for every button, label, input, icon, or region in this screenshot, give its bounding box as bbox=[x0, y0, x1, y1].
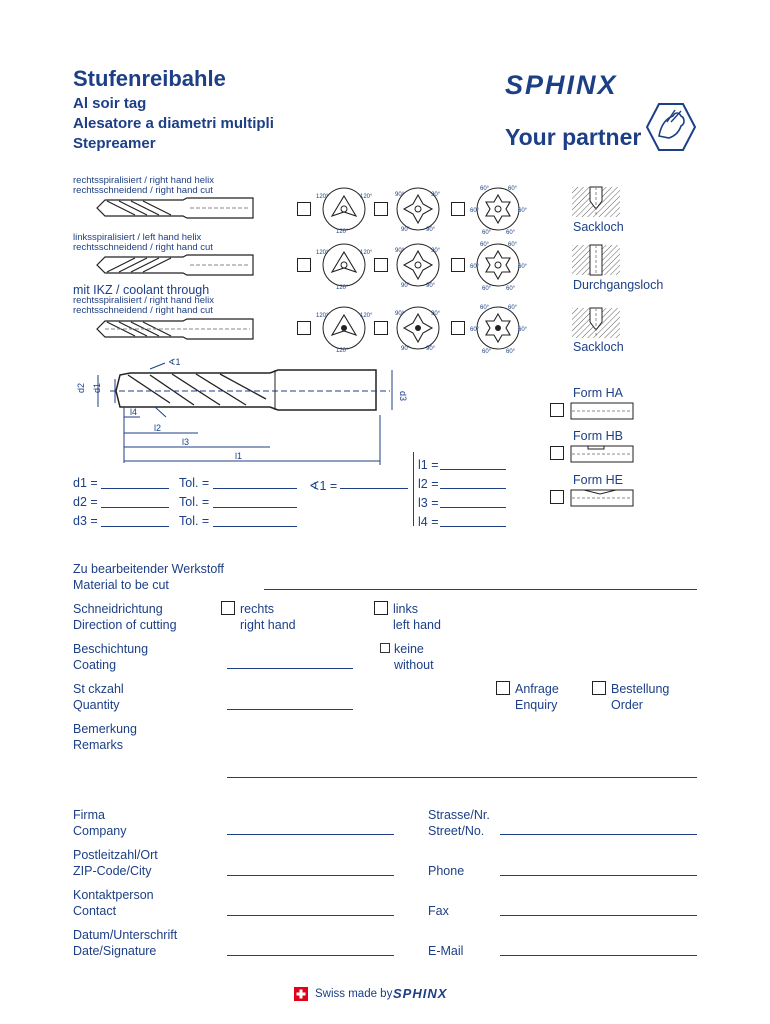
angle-label: 90° bbox=[426, 283, 436, 289]
l2-field[interactable] bbox=[440, 488, 506, 489]
form-ha-checkbox[interactable] bbox=[550, 403, 564, 417]
shank-form-he-icon bbox=[570, 488, 634, 508]
tagline: Your partner bbox=[505, 124, 642, 150]
footer-text: Swiss made by bbox=[315, 988, 393, 1000]
angle-label: 120° bbox=[360, 313, 373, 319]
angle-label: 120° bbox=[316, 250, 329, 256]
order-label-de: Bestellung bbox=[611, 682, 670, 696]
flute-4-checkbox-row3[interactable] bbox=[374, 321, 388, 335]
subtitle-it: Alesatore a diametri multipli bbox=[73, 115, 274, 132]
angle-label: 90° bbox=[395, 192, 405, 198]
l1-label: l1 = bbox=[418, 458, 439, 472]
drawing-l4-label: l4 bbox=[130, 407, 138, 417]
brand-logo: SPHINX bbox=[505, 70, 618, 100]
drawing-l3-label: l3 bbox=[182, 437, 190, 447]
remarks-label-en: Remarks bbox=[73, 738, 124, 752]
form-ha-label: Form HA bbox=[573, 386, 623, 400]
tool2-cut: rechtsschneidend / right hand cut bbox=[73, 242, 213, 253]
l2-label: l2 = bbox=[418, 477, 439, 491]
material-label-de: Zu bearbeitender Werkstoff bbox=[73, 562, 225, 576]
angle-label: 60° bbox=[518, 208, 528, 214]
coating-label-de: Beschichtung bbox=[73, 642, 149, 656]
cross-section-4-flute-row1 bbox=[393, 188, 443, 234]
fax-label: Fax bbox=[428, 904, 449, 918]
angle-label: 120° bbox=[360, 250, 373, 256]
flute-6-checkbox-row2[interactable] bbox=[451, 258, 465, 272]
angle-label: 120° bbox=[316, 194, 329, 200]
phone-field[interactable] bbox=[500, 875, 697, 876]
angle-label: 60° bbox=[470, 264, 480, 270]
cross-section-4-flute-row3 bbox=[393, 307, 443, 353]
tool1-helix: rechtsspiralisiert / right hand helix bbox=[73, 175, 214, 186]
drawing-angle-label: ∢1 bbox=[168, 357, 181, 367]
date-label-de: Datum/Unterschrift bbox=[73, 928, 178, 942]
angle-label: 90° bbox=[395, 248, 405, 254]
hole-type-blind: Sackloch bbox=[573, 220, 624, 234]
coating-field[interactable] bbox=[227, 668, 353, 669]
drawing-d3-label: d3 bbox=[398, 391, 408, 402]
angle-label: 90° bbox=[431, 248, 441, 254]
angle-label: 60° bbox=[482, 349, 492, 355]
cross-section-6-flute-row3 bbox=[470, 303, 526, 355]
d2-tol-field[interactable] bbox=[213, 507, 297, 508]
angle-label: 60° bbox=[470, 327, 480, 333]
angle-label: 60° bbox=[480, 305, 490, 311]
angle-label: 90° bbox=[431, 192, 441, 198]
fax-field[interactable] bbox=[500, 915, 697, 916]
tool3-helix: rechtsspiralisiert / right hand helix bbox=[73, 295, 214, 306]
right-hand-label-en: right hand bbox=[240, 618, 296, 632]
quantity-field[interactable] bbox=[227, 709, 353, 710]
blind-hole-icon bbox=[572, 308, 620, 340]
angle-label: 90° bbox=[431, 311, 441, 317]
zip-field[interactable] bbox=[227, 875, 394, 876]
tool1-cut: rechtsschneidend / right hand cut bbox=[73, 185, 213, 196]
angle-label: 90° bbox=[426, 227, 436, 233]
angle-label: 90° bbox=[426, 346, 436, 352]
left-hand-label-en: left hand bbox=[393, 618, 441, 632]
quantity-label-en: Quantity bbox=[73, 698, 120, 712]
sphinx-emblem-icon bbox=[645, 102, 697, 152]
subtitle-en: Stepreamer bbox=[73, 135, 156, 152]
zip-label-de: Postleitzahl/Ort bbox=[73, 848, 158, 862]
swiss-flag-icon bbox=[294, 987, 308, 1001]
angle-label: 60° bbox=[506, 230, 516, 236]
hole-type-through: Durchgangsloch bbox=[573, 278, 664, 292]
street-label-de: Strasse/Nr. bbox=[428, 808, 490, 822]
contact-label-en: Contact bbox=[73, 904, 117, 918]
direction-label-de: Schneidrichtung bbox=[73, 602, 163, 616]
right-hand-label-de: rechts bbox=[240, 602, 275, 616]
angle-label: 90° bbox=[401, 283, 411, 289]
date-label-en: Date/Signature bbox=[73, 944, 157, 958]
cross-section-3-flute-row2 bbox=[316, 244, 372, 290]
blind-hole-icon bbox=[572, 187, 620, 219]
drawing-d1-label: d1 bbox=[92, 382, 102, 393]
angle-field[interactable] bbox=[340, 488, 408, 489]
footer-brand-logo: SPHINX bbox=[393, 986, 448, 1001]
email-label: E-Mail bbox=[428, 944, 464, 958]
tool3-cut: rechtsschneidend / right hand cut bbox=[73, 305, 213, 316]
flute-3-checkbox-row3[interactable] bbox=[297, 321, 311, 335]
angle-label: 90° bbox=[401, 227, 411, 233]
tool3-coolant: mit IKZ / coolant through bbox=[73, 283, 210, 297]
zip-label-en: ZIP-Code/City bbox=[73, 864, 152, 878]
angle-label: 60° bbox=[506, 286, 516, 292]
angle-label: 120° bbox=[336, 229, 349, 235]
stepreamer-technical-drawing bbox=[70, 355, 420, 467]
drawing-l2-label: l2 bbox=[154, 423, 162, 433]
angle-label: 120° bbox=[360, 194, 373, 200]
angle-label: 90° bbox=[395, 311, 405, 317]
tol-label: Tol. = bbox=[179, 476, 210, 490]
remarks-label-de: Bemerkung bbox=[73, 722, 137, 736]
angle-label: 60° bbox=[480, 186, 490, 192]
tol-label: Tol. = bbox=[179, 514, 210, 528]
contact-label-de: Kontaktperson bbox=[73, 888, 154, 902]
form-hb-checkbox[interactable] bbox=[550, 446, 564, 460]
left-hand-checkbox[interactable] bbox=[374, 601, 388, 615]
angle-label: 120° bbox=[336, 348, 349, 354]
d2-field[interactable] bbox=[101, 507, 169, 508]
l4-label: l4 = bbox=[418, 515, 439, 529]
d3-label: d3 = bbox=[73, 514, 98, 528]
drawing-l1-label: l1 bbox=[235, 451, 243, 461]
street-label-en: Street/No. bbox=[428, 824, 485, 838]
enquiry-label-de: Anfrage bbox=[515, 682, 559, 696]
l3-field[interactable] bbox=[440, 507, 506, 508]
l1-field[interactable] bbox=[440, 469, 506, 470]
form-hb-label: Form HB bbox=[573, 429, 623, 443]
company-label-en: Company bbox=[73, 824, 127, 838]
angle-label: 60° bbox=[482, 286, 492, 292]
order-label-en: Order bbox=[611, 698, 643, 712]
tol-label: Tol. = bbox=[179, 495, 210, 509]
date-signature-field[interactable] bbox=[227, 955, 394, 956]
flute-4-checkbox-row1[interactable] bbox=[374, 202, 388, 216]
form-he-checkbox[interactable] bbox=[550, 490, 564, 504]
shank-form-ha-icon bbox=[570, 401, 634, 421]
angle-label: 60° bbox=[508, 305, 518, 311]
shank-form-hb-icon bbox=[570, 444, 634, 464]
l3-label: l3 = bbox=[418, 496, 439, 510]
no-coating-label-en: without bbox=[394, 658, 434, 672]
angle-label: 60° bbox=[470, 208, 480, 214]
d3-field[interactable] bbox=[101, 526, 169, 527]
d1-label: d1 = bbox=[73, 476, 98, 490]
angle-label: 60° bbox=[508, 242, 518, 248]
email-field[interactable] bbox=[500, 955, 697, 956]
angle-label: 90° bbox=[401, 346, 411, 352]
enquiry-checkbox[interactable] bbox=[496, 681, 510, 695]
page-title: Stufenreibahle bbox=[73, 66, 226, 91]
tool2-helix: linksspiralisiert / left hand helix bbox=[73, 232, 202, 243]
coating-label-en: Coating bbox=[73, 658, 117, 672]
angle-label: 60° bbox=[480, 242, 490, 248]
flute-3-checkbox-row1[interactable] bbox=[297, 202, 311, 216]
no-coating-label-de: keine bbox=[394, 642, 424, 656]
d2-label: d2 = bbox=[73, 495, 98, 509]
d1-tol-field[interactable] bbox=[213, 488, 297, 489]
angle-label: 60° bbox=[506, 349, 516, 355]
d3-tol-field[interactable] bbox=[213, 526, 297, 527]
angle-label: 120° bbox=[316, 313, 329, 319]
contact-field[interactable] bbox=[227, 915, 394, 916]
material-label-en: Material to be cut bbox=[73, 578, 169, 592]
flute-4-checkbox-row2[interactable] bbox=[374, 258, 388, 272]
no-coating-checkbox[interactable] bbox=[380, 643, 390, 653]
angle-label: 60° bbox=[508, 186, 518, 192]
material-field[interactable] bbox=[264, 589, 697, 590]
street-field[interactable] bbox=[500, 834, 697, 835]
angle-label: 60° bbox=[518, 264, 528, 270]
angle-label: 120° bbox=[336, 285, 349, 291]
l4-field[interactable] bbox=[440, 526, 506, 527]
flute-3-checkbox-row2[interactable] bbox=[297, 258, 311, 272]
remarks-field[interactable] bbox=[227, 777, 697, 778]
quantity-label-de: St ckzahl bbox=[73, 682, 124, 696]
direction-label-en: Direction of cutting bbox=[73, 618, 177, 632]
drawing-d2-label: d2 bbox=[76, 382, 86, 393]
reamer-right-helix-icon bbox=[95, 195, 255, 221]
reamer-coolant-icon bbox=[95, 316, 255, 342]
company-field[interactable] bbox=[227, 834, 394, 835]
hole-type-blind: Sackloch bbox=[573, 340, 624, 354]
angle-field-label: ∢1 = bbox=[309, 479, 338, 493]
cross-section-6-flute-row2 bbox=[470, 240, 526, 292]
flute-6-checkbox-row1[interactable] bbox=[451, 202, 465, 216]
phone-label: Phone bbox=[428, 864, 465, 878]
angle-label: 60° bbox=[518, 327, 528, 333]
dims-divider bbox=[413, 452, 414, 526]
d1-field[interactable] bbox=[101, 488, 169, 489]
subtitle-fr: Al soir tag bbox=[73, 95, 147, 112]
cross-section-3-flute-row3 bbox=[316, 307, 372, 353]
company-label-de: Firma bbox=[73, 808, 105, 822]
through-hole-icon bbox=[572, 245, 620, 277]
cross-section-6-flute-row1 bbox=[470, 184, 526, 236]
cross-section-3-flute-row1 bbox=[316, 188, 372, 234]
flute-6-checkbox-row3[interactable] bbox=[451, 321, 465, 335]
left-hand-label-de: links bbox=[393, 602, 419, 616]
right-hand-checkbox[interactable] bbox=[221, 601, 235, 615]
order-checkbox[interactable] bbox=[592, 681, 606, 695]
form-he-label: Form HE bbox=[573, 473, 623, 487]
reamer-left-helix-icon bbox=[95, 252, 255, 278]
angle-label: 60° bbox=[482, 230, 492, 236]
enquiry-label-en: Enquiry bbox=[515, 698, 558, 712]
cross-section-4-flute-row2 bbox=[393, 244, 443, 290]
